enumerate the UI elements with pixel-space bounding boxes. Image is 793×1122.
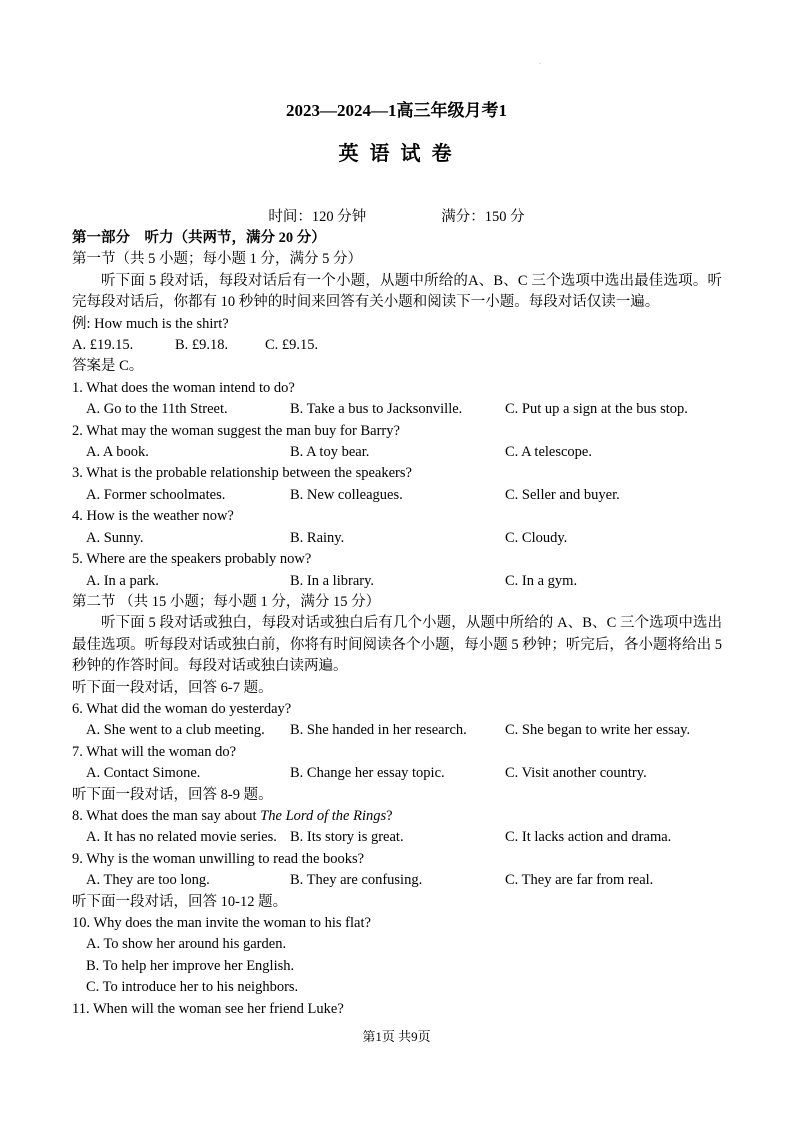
option-c: C. In a gym.	[505, 572, 578, 589]
exam-full-score: 满分：150 分	[441, 209, 525, 225]
option-c: C. Cloudy.	[505, 529, 568, 546]
option-b: B. Rainy.	[290, 529, 345, 546]
question-8-suffix: ?	[386, 807, 393, 824]
section1-instructions: 听下面 5 段对话，每段对话后有一个小题，从题中所给的A、B、C 三个选项中选出最佳选项。听完每段对话后，你都有 10 秒钟的时间来回答有关小题和阅读下一小题。每段对话仅读一遍。	[72, 272, 722, 311]
option-c: C. They are far from real.	[505, 872, 654, 889]
question-1-options	[72, 399, 722, 420]
example-option-b: B. £9.18.	[175, 337, 229, 354]
option-b: B. They are confusing.	[290, 872, 423, 889]
option-b: B. To help her improve her English.	[86, 957, 295, 974]
section1-heading: 第一节（共 5 小题；每小题 1 分，满分 5 分）	[72, 251, 362, 268]
section2-instructions: 听下面 5 段对话或独白，每段对话或独白后有几个小题，从题中所给的 A、B、C 三个选项中选出最佳选项。听每段对话或独白前，你将有时间阅读各个小题，每小题 5 秒钟；听完后，各小题将给出 5 秒钟的作答时间。每段对话或独白读两遍。	[72, 615, 722, 675]
question-5-options	[72, 571, 722, 592]
question-2-options	[72, 442, 722, 463]
option-a: A. She went to a club meeting.	[86, 722, 265, 739]
option-a: A. Former schoolmates.	[86, 486, 226, 503]
corner-mark: ·	[538, 56, 542, 70]
option-c: C. It lacks action and drama.	[505, 829, 672, 846]
question-4-options	[72, 528, 722, 549]
option-a: A. Sunny.	[86, 529, 144, 546]
option-b: B. Take a bus to Jacksonville.	[290, 401, 463, 418]
option-c: C. A telescope.	[505, 444, 592, 461]
question-6-text: 6. What did the woman do yesterday?	[72, 700, 292, 717]
example-options	[72, 335, 722, 356]
exam-body	[72, 228, 722, 1020]
question-7-options	[72, 763, 722, 784]
question-5-text: 5. Where are the speakers probably now?	[72, 551, 312, 568]
option-a: A. In a park.	[86, 572, 159, 589]
question-9-text: 9. Why is the woman unwilling to read the books?	[72, 850, 365, 867]
section2-heading: 第二节 （共 15 小题；每小题 1 分，满分 15 分）	[72, 593, 381, 610]
example-answer: 答案是 C。	[72, 358, 144, 375]
question-9-options	[72, 870, 722, 891]
exam-title: 2023—2024—1高三年级月考1	[286, 101, 507, 120]
question-8-text	[72, 806, 722, 827]
option-b: B. New colleagues.	[290, 486, 403, 503]
dialog-note-8-9: 听下面一段对话，回答 8-9 题。	[72, 786, 273, 803]
question-1-text: 1. What does the woman intend to do?	[72, 379, 295, 396]
option-b: B. Change her essay topic.	[290, 765, 445, 782]
question-8-options	[72, 827, 722, 848]
option-c: C. Put up a sign at the bus stop.	[505, 401, 688, 418]
example-option-a: A. £19.15.	[72, 337, 134, 354]
part1-heading: 第一部分 听力（共两节，满分 20 分）	[72, 230, 326, 246]
dialog-note-6-7: 听下面一段对话，回答 6-7 题。	[72, 679, 273, 696]
option-a: A. Contact Simone.	[86, 765, 201, 782]
exam-time: 时间：120 分钟	[268, 209, 367, 225]
exam-meta-row	[0, 205, 793, 226]
page-footer: 第1页 共9页	[362, 1029, 431, 1044]
option-a: A. They are too long.	[86, 872, 210, 889]
question-2-text: 2. What may the woman suggest the man buy for Barry?	[72, 422, 400, 439]
option-c: C. Visit another country.	[505, 765, 647, 782]
question-3-options	[72, 485, 722, 506]
option-a: A. It has no related movie series.	[86, 829, 277, 846]
option-c: C. She began to write her essay.	[505, 722, 691, 739]
question-7-text: 7. What will the woman do?	[72, 743, 237, 760]
exam-subject: 英 语 试 卷	[338, 143, 455, 165]
option-a: A. To show her around his garden.	[86, 936, 287, 953]
question-10-text: 10. Why does the man invite the woman to his flat?	[72, 915, 371, 931]
option-c: C. To introduce her to his neighbors.	[86, 979, 299, 996]
question-8-prefix: 8. What does the man say about	[72, 807, 261, 824]
question-11-text: 11. When will the woman see her friend Luke?	[72, 1000, 344, 1017]
example-question: 例: How much is the shirt?	[72, 315, 229, 332]
option-c: C. Seller and buyer.	[505, 486, 620, 503]
option-b: B. Its story is great.	[290, 829, 404, 846]
question-4-text: 4. How is the weather now?	[72, 508, 234, 525]
option-b: B. She handed in her research.	[290, 722, 467, 739]
question-3-text: 3. What is the probable relationship between the speakers?	[72, 465, 412, 482]
question-6-options	[72, 720, 722, 741]
dialog-note-10-12: 听下面一段对话，回答 10-12 题。	[72, 893, 288, 910]
example-option-c: C. £9.15.	[265, 337, 319, 354]
option-a: A. A book.	[86, 444, 149, 461]
option-b: B. In a library.	[290, 572, 375, 589]
option-a: A. Go to the 11th Street.	[86, 401, 228, 418]
option-b: B. A toy bear.	[290, 444, 370, 461]
book-title: The Lord of the Rings	[260, 807, 387, 824]
question-10-options	[72, 934, 722, 998]
